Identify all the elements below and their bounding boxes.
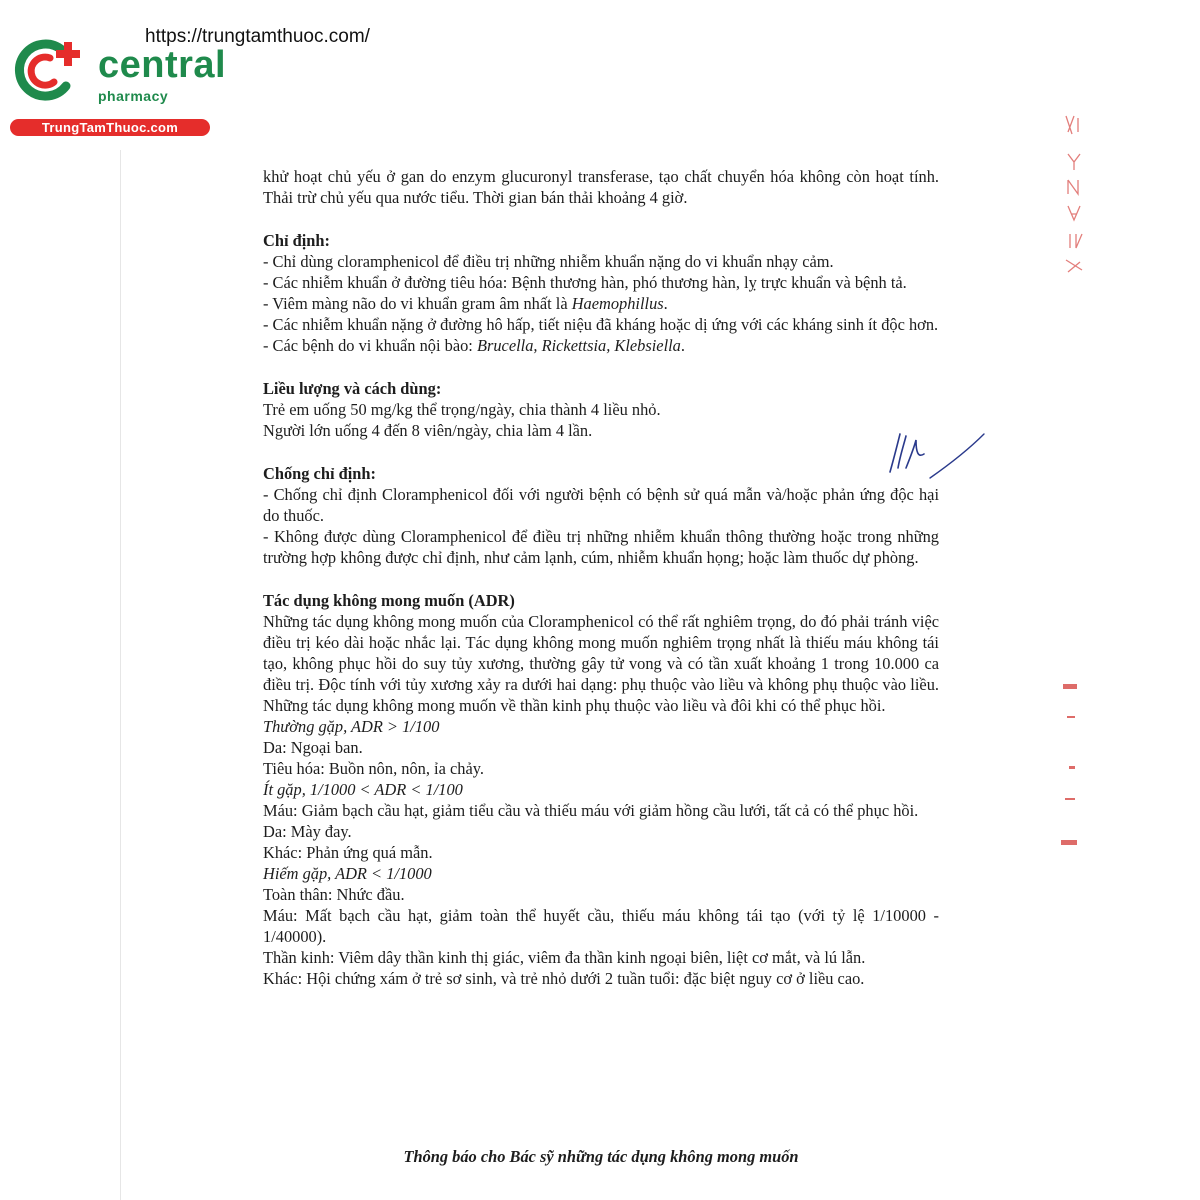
adr-heading: Tác dụng không mong muốn (ADR) — [263, 591, 515, 610]
adr-intro: Những tác dụng không mong muốn của Cloramphenicol có thể rất nghiêm trọng, do đó phải tránh việc điều trị kéo dài hoặc nhắc lại. Tác dụng không mong muốn nghiêm trọng nhất là thiếu máu không tái tạo, không phục hồi do suy tủy xương, thường gây tử vong và có tần xuất khoảng 1 trong 10.000 ca điều trị. Độc tính với tủy xương xảy ra dưới hai dạng: phụ thuộc vào liều và không phụ thuộc vào liều. Những tác dụng không mong muốn về thần kinh phụ thuộc vào liều và đôi khi có thể phục hồi. — [263, 612, 939, 715]
indication-item-text: - Viêm màng não do vi khuẩn gram âm nhất là — [263, 294, 572, 313]
footer-note: Thông báo cho Bác sỹ những tác dụng không mong muốn — [403, 1147, 799, 1166]
indication-item-suffix: . — [663, 294, 668, 313]
signature-mark — [880, 428, 990, 484]
contraindication-item: - Không được dùng Cloramphenicol để điều trị những nhiễm khuẩn thông thường hoặc trong những trường hợp không được chỉ định, như cảm lạnh, cúm, nhiễm khuẩn họng; hoặc làm thuốc dự phòng. — [263, 527, 939, 567]
adr-line: Máu: Giảm bạch cầu hạt, giảm tiểu cầu và thiếu máu với giảm hồng cầu lưới, tất cả có thể phục hồi. — [263, 801, 919, 820]
adr-line: Máu: Mất bạch cầu hạt, giảm toàn thể huyết cầu, thiếu máu không tái tạo (với tỷ lệ 1/10000 - 1/40000). — [263, 906, 939, 946]
indication-item: - Các nhiễm khuẩn nặng ở đường hô hấp, tiết niệu đã kháng hoặc dị ứng với các kháng sinh ít độc hơn. — [263, 315, 939, 334]
site-url: https://trungtamthuoc.com/ — [145, 26, 370, 47]
adr-line: Da: Ngoại ban. — [263, 738, 363, 757]
intro-paragraph: khử hoạt chủ yếu ở gan do enzym glucuronyl transferase, tạo chất chuyển hóa không còn hoạt tính. Thải trừ chủ yếu qua nước tiểu. Thời gian bán thải khoảng 4 giờ. — [263, 167, 939, 207]
adr-line: Toàn thân: Nhức đầu. — [263, 885, 405, 904]
adr-line: Khác: Hội chứng xám ở trẻ sơ sinh, và trẻ nhỏ dưới 2 tuần tuổi: đặc biệt nguy cơ ở liều cao. — [263, 969, 865, 988]
page-edge — [120, 150, 121, 1200]
adr-section — [263, 590, 939, 989]
adr-uncommon-heading: Ít gặp, 1/1000 < ADR < 1/100 — [263, 780, 463, 799]
indication-item-suffix: . — [680, 336, 685, 355]
contraindication-item: - Chống chỉ định Cloramphenicol đối với người bệnh có bệnh sử quá mẫn và/hoặc phản ứng độc hại do thuốc. — [263, 485, 939, 525]
indication-item — [263, 335, 939, 356]
adr-rare-heading: Hiếm gặp, ADR < 1/1000 — [263, 864, 432, 883]
adr-line: Da: Mày đay. — [263, 822, 352, 841]
organism-name: Haemophillus — [571, 294, 664, 313]
adr-line: Thần kinh: Viêm dây thần kinh thị giác, viêm đa thần kinh ngoại biên, liệt cơ mắt, và lú lẫn. — [263, 948, 866, 967]
logo-band: TrungTamThuoc.com — [10, 119, 210, 136]
document-body — [263, 166, 939, 989]
contraindications-heading: Chống chỉ định: — [263, 464, 376, 483]
contraindications-section — [263, 463, 939, 568]
logo-wordmark: central — [98, 44, 227, 86]
indications-heading: Chỉ định: — [263, 231, 330, 250]
dosage-line: Người lớn uống 4 đến 8 viên/ngày, chia làm 4 lần. — [263, 421, 593, 440]
indication-item-text: - Các bệnh do vi khuẩn nội bào: — [263, 336, 477, 355]
stamp-mark — [1058, 110, 1088, 280]
adr-common-heading: Thường gặp, ADR > 1/100 — [263, 717, 440, 736]
dosage-heading: Liều lượng và cách dùng: — [263, 379, 442, 398]
adr-line: Tiêu hóa: Buồn nôn, nôn, ỉa chảy. — [263, 759, 484, 778]
adr-line: Khác: Phản ứng quá mẫn. — [263, 843, 433, 862]
stamp-mark — [1055, 680, 1085, 850]
organism-names: Brucella, Rickettsia, Klebsiella — [476, 336, 681, 355]
central-pharmacy-logo — [10, 34, 227, 139]
logo-subtitle: pharmacy — [98, 88, 169, 104]
indications-section — [263, 230, 939, 356]
dosage-section — [263, 378, 939, 441]
dosage-line: Trẻ em uống 50 mg/kg thể trọng/ngày, chia thành 4 liều nhỏ. — [263, 400, 661, 419]
indication-item — [263, 293, 939, 314]
indication-item: - Các nhiễm khuẩn ở đường tiêu hóa: Bệnh thương hàn, phó thương hàn, lỵ trực khuẩn và bệnh tả. — [263, 273, 907, 292]
pharmacy-logo-icon — [10, 36, 92, 106]
indication-item: - Chỉ dùng cloramphenicol để điều trị những nhiễm khuẩn nặng do vi khuẩn nhạy cảm. — [263, 252, 834, 271]
